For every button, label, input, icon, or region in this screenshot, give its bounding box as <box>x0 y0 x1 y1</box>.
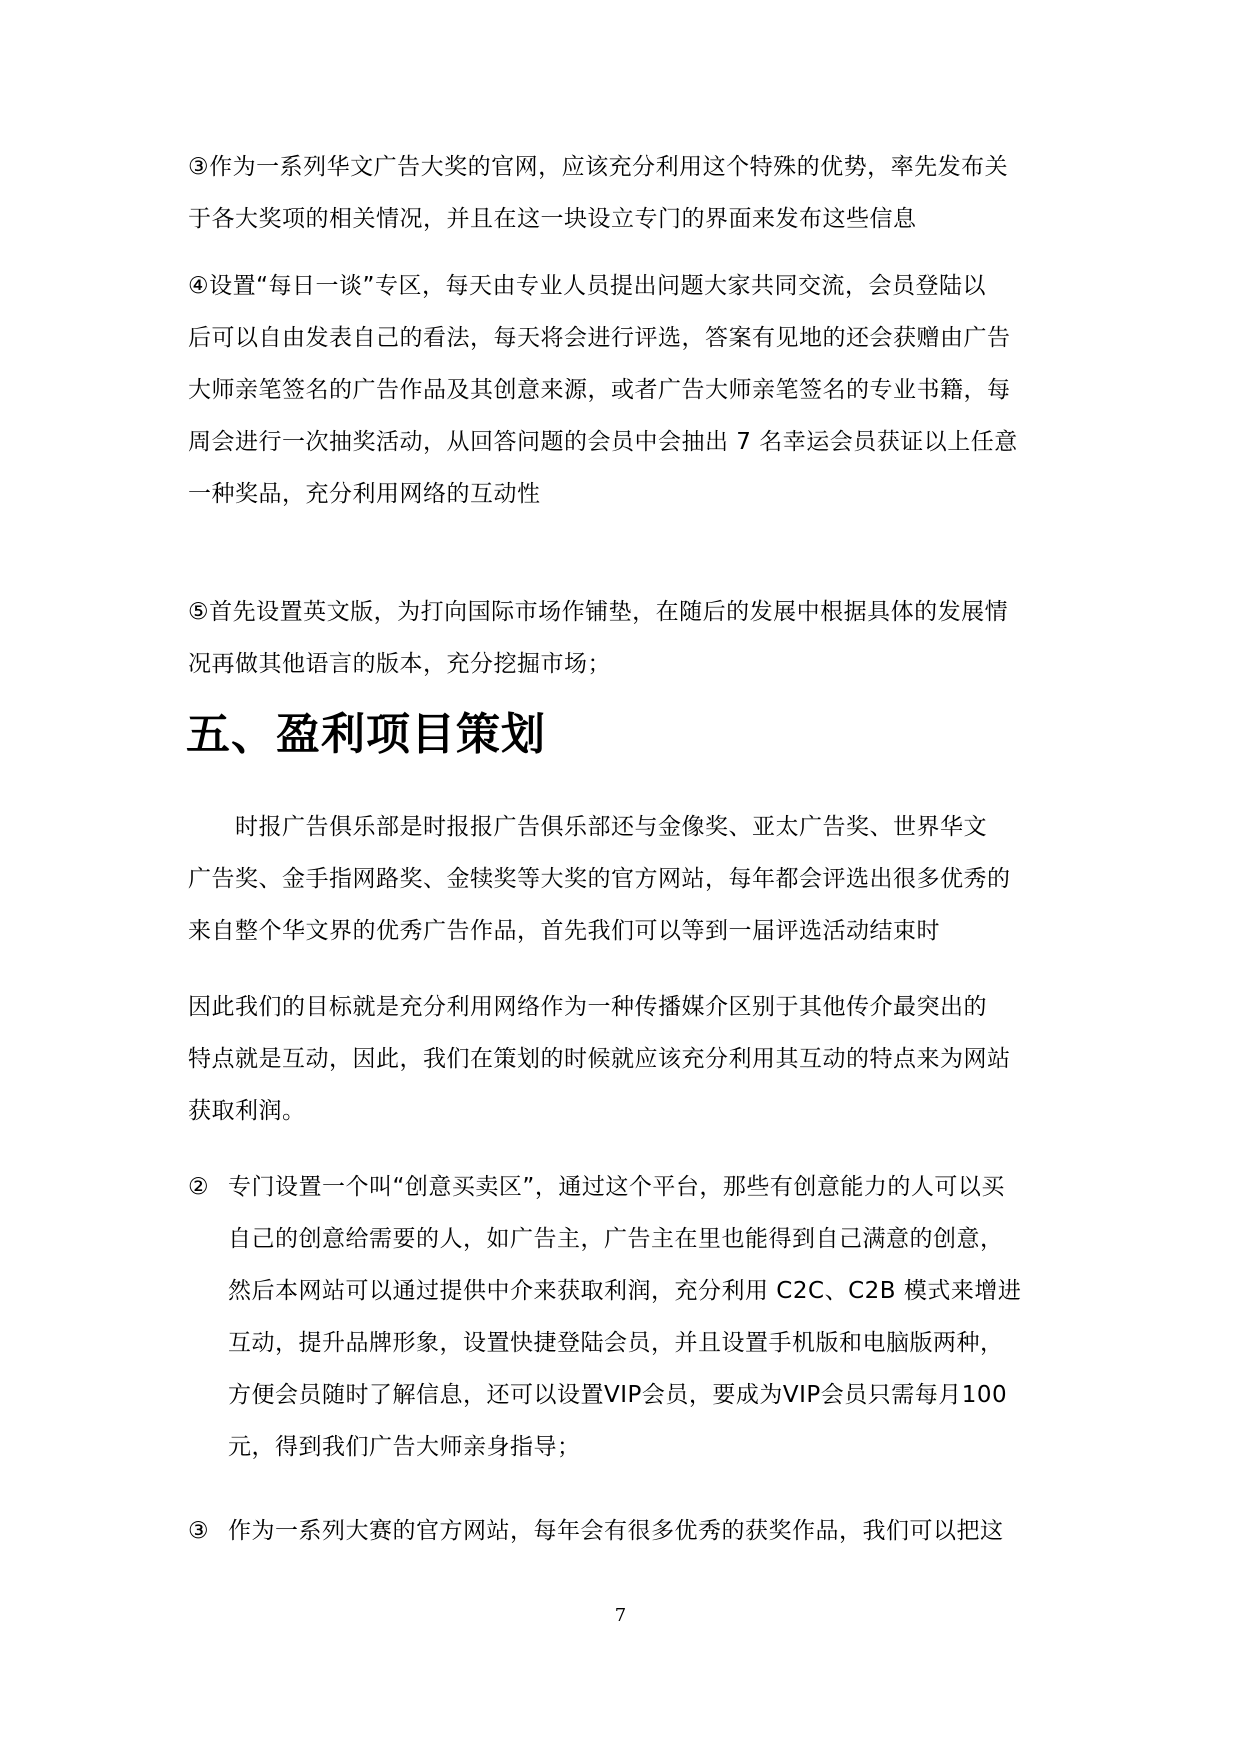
text-line: 获取利润。 <box>188 1098 306 1124</box>
text-line: 然后本网站可以通过提供中介来获取利润，充分利用 C2C、C2B 模式来增进 <box>228 1278 1022 1304</box>
paragraph-goal <box>188 981 1068 1137</box>
text-line: 元，得到我们广告大师亲身指导； <box>228 1434 581 1460</box>
text-line: 大师亲笔签名的广告作品及其创意来源，或者广告大师亲笔签名的专业书籍，每 <box>188 377 1011 403</box>
text-line: 于各大奖项的相关情况，并且在这一块设立专门的界面来发布这些信息 <box>188 206 917 232</box>
text-line: 广告奖、金手指网路奖、金犊奖等大奖的官方网站，每年都会评选出很多优秀的 <box>188 866 1011 892</box>
paragraph-item-5-english-version <box>188 586 1068 690</box>
text-line: ⑤首先设置英文版，为打向国际市场作铺垫，在随后的发展中根据具体的发展情 <box>188 599 1009 625</box>
section-heading: 五、盈利项目策划 <box>186 709 546 760</box>
text-line: 方便会员随时了解信息，还可以设置VIP会员，要成为VIP会员只需每月100 <box>228 1382 1008 1408</box>
text-line: ③作为一系列华文广告大奖的官网，应该充分利用这个特殊的优势，率先发布关 <box>188 154 1009 180</box>
paragraph-club-intro <box>188 801 1068 957</box>
text-line: 后可以自由发表自己的看法，每天将会进行评选，答案有见地的还会获赠由广告 <box>188 325 1011 351</box>
text-line: 来自整个华文界的优秀广告作品，首先我们可以等到一届评选活动结束时 <box>188 918 940 944</box>
text-line: 自己的创意给需要的人，如广告主，广告主在里也能得到自己满意的创意， <box>228 1226 1004 1252</box>
list-item-body <box>228 1161 1068 1473</box>
paragraph-item-4-daily-talk <box>188 260 1068 520</box>
text-line: 作为一系列大赛的官方网站，每年会有很多优秀的获奖作品，我们可以把这 <box>228 1518 1004 1544</box>
text-line: 况再做其他语言的版本，充分挖掘市场； <box>188 651 611 677</box>
text-line: 一种奖品，充分利用网络的互动性 <box>188 481 541 507</box>
page-number: 7 <box>614 1605 627 1626</box>
text-line: 时报广告俱乐部是时报报广告俱乐部还与金像奖、亚太广告奖、世界华文 <box>188 814 987 840</box>
text-line: 专门设置一个叫“创意买卖区”，通过这个平台，那些有创意能力的人可以买 <box>228 1174 1005 1200</box>
text-line: 特点就是互动，因此，我们在策划的时候就应该充分利用其互动的特点来为网站 <box>188 1046 1011 1072</box>
paragraph-item-3-awards-info <box>188 141 1068 245</box>
numbered-item-2-creative-market <box>188 1161 1068 1481</box>
list-marker: ② <box>188 1174 210 1200</box>
list-marker: ③ <box>188 1518 210 1544</box>
list-item-body <box>228 1505 1068 1557</box>
text-line: 周会进行一次抽奖活动，从回答问题的会员中会抽出 7 名幸运会员获证以上任意 <box>188 429 1018 455</box>
text-line: 互动，提升品牌形象，设置快捷登陆会员，并且设置手机版和电脑版两种， <box>228 1330 1004 1356</box>
text-line: ④设置“每日一谈”专区，每天由专业人员提出问题大家共同交流，会员登陆以 <box>188 273 986 299</box>
numbered-item-3-official-site <box>188 1505 1068 1557</box>
text-line: 因此我们的目标就是充分利用网络作为一种传播媒介区别于其他传介最突出的 <box>188 994 987 1020</box>
